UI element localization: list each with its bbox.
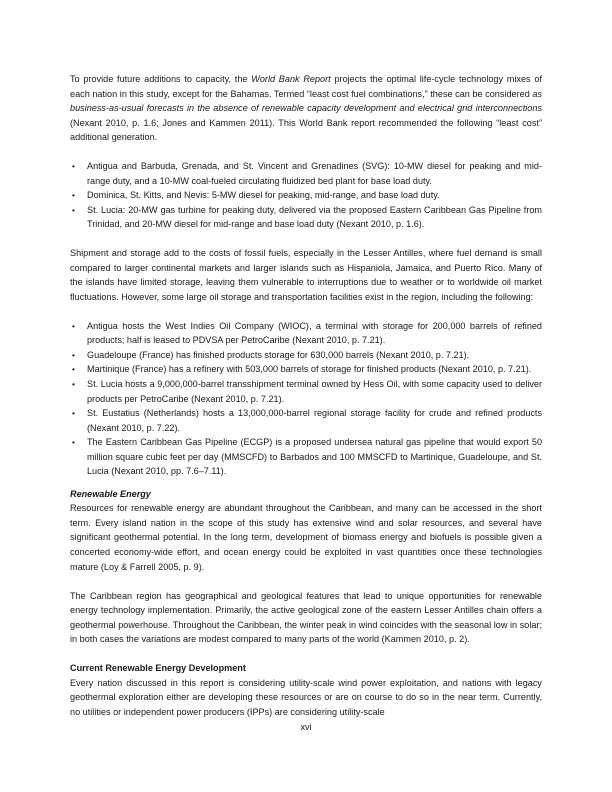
intro-italic-forecast-phrase: as business-as-usual forecasts in the absence of renewable capacity development and electrical grid interconnections <box>70 88 542 114</box>
spacer <box>70 574 542 588</box>
renewable-energy-paragraph-1: Resources for renewable energy are abundant throughout the Caribbean, and many can be accessed in the short term. Every island nation in the scope of this study has extensive wind and solar resources, and several have significant geothermal potential. In the long term, development of biomass energy and biofuels is possible given a concerted economy-wide effort, and ocean energy could be exploited in vast quantities once these technologies mature (Loy & Farrell 2005, p. 9). <box>70 503 542 572</box>
spacer <box>70 145 542 159</box>
spacer <box>70 304 542 318</box>
section-heading-current-renewable-energy-development: Current Renewable Energy Development <box>70 663 246 674</box>
intro-seg-1: To provide future additions to capacity, the <box>70 74 252 84</box>
shipment-storage-paragraph: Shipment and storage add to the costs of fossil fuels, especially in the Lesser Antilles, where fuel demand is small compared to larger continental markets and larger islands such as Hispaniola, Jamaica, and Puerto Rico. Many of the islands have limited storage, leaving them vulnerable to interruptions due to weather or to worldwide oil market fluctuations. However, some large oil storage and transportation facilities exist in the region, including the following: <box>70 248 542 302</box>
list-item: • Antigua and Barbuda, Grenada, and St. Vincent and Grenadines (SVG): 10-MW diesel for peaking and mid-range duty, and a 10-MW coal-fueled circulating fluidized bed plant for base load duty. <box>70 159 542 188</box>
renewable-energy-paragraph-2: The Caribbean region has geographical and geological features that lead to unique opportunities for renewable energy technology implementation. Primarily, the active geological zone of the eastern Lesser Antilles chain offers a geothermal powerhouse. Throughout the Caribbean, the winter peak in wind coincides with the seasonal low in solar; in both cases the variations are modest compared to many parts of the world (Kammen 2010, p. 2). <box>70 590 542 645</box>
list-item: • The Eastern Caribbean Gas Pipeline (ECGP) is a proposed undersea natural gas pipeline that would export 50 million square cubic feet per day (MMSCFD) to Barbados and 100 MMSCFD to Martinique, Guadeloupe, and St. Lucia (Nexant 2010, pp. 7.6–7.11). <box>70 435 542 479</box>
section-heading-renewable-energy: Renewable Energy <box>70 488 151 499</box>
intro-seg-2: projects the optimal life-cycle technology mixes of each nation in this study, except for the Bahamas. Termed “least cost fuel combinations,” these can be considered <box>70 74 542 99</box>
list-item: • Antigua hosts the West Indies Oil Company (WIOC), a terminal with storage for 200,000 barrels of refined products; half is leased to PDVSA per PetroCaribe (Nexant 2010, p. 7.21). <box>70 319 542 348</box>
intro-paragraph <box>70 72 542 145</box>
page-number-folio: xvi <box>300 722 312 732</box>
list-item: • St. Lucia hosts a 9,000,000-barrel transshipment terminal owned by Hess Oil, with some capacity used to deliver products per PetroCaribe (Nexant 2010, p. 7.21). <box>70 377 542 406</box>
storage-facilities-list <box>70 319 542 479</box>
list-item: • Dominica, St. Kitts, and Nevis: 5-MW diesel for peaking, mid-range, and base load duty. <box>70 188 542 203</box>
current-development-paragraph-1: Every nation discussed in this report is considering utility-scale wind power exploitation, and nations with legacy geothermal exploration either are developing these resources or are on course to do so in the near term. Currently, no utilities or independent power producers (IPPs) are considering utility-scale <box>70 677 542 717</box>
list-item: • St. Lucia: 20-MW gas turbine for peaking duty, delivered via the proposed Eastern Caribbean Gas Pipeline from Trinidad, and 20-MW diesel for mid-range and base load duty (Nexant 2010, p. 1.6). <box>70 203 542 232</box>
intro-seg-3: (Nexant 2010, p. 1.6; Jones and Kammen 2011). This World Bank report recommended the following “least cost” additional generation. <box>70 117 542 143</box>
page-content <box>70 72 542 719</box>
list-item: • Martinique (France) has a refinery with 503,000 barrels of storage for finished products (Nexant 2010, p. 7.21). <box>70 362 542 377</box>
spacer <box>70 232 542 246</box>
list-item: • St. Eustatius (Netherlands) hosts a 13,000,000-barrel regional storage facility for crude and refined products (Nexant 2010, p. 7.22). <box>70 406 542 435</box>
spacer <box>70 479 542 487</box>
spacer <box>70 647 542 661</box>
intro-italic-report-title: World Bank Report <box>251 74 331 84</box>
least-cost-generation-list <box>70 159 542 232</box>
list-item: • Guadeloupe (France) has finished products storage for 630,000 barrels (Nexant 2010, p. 7.21). <box>70 348 542 363</box>
